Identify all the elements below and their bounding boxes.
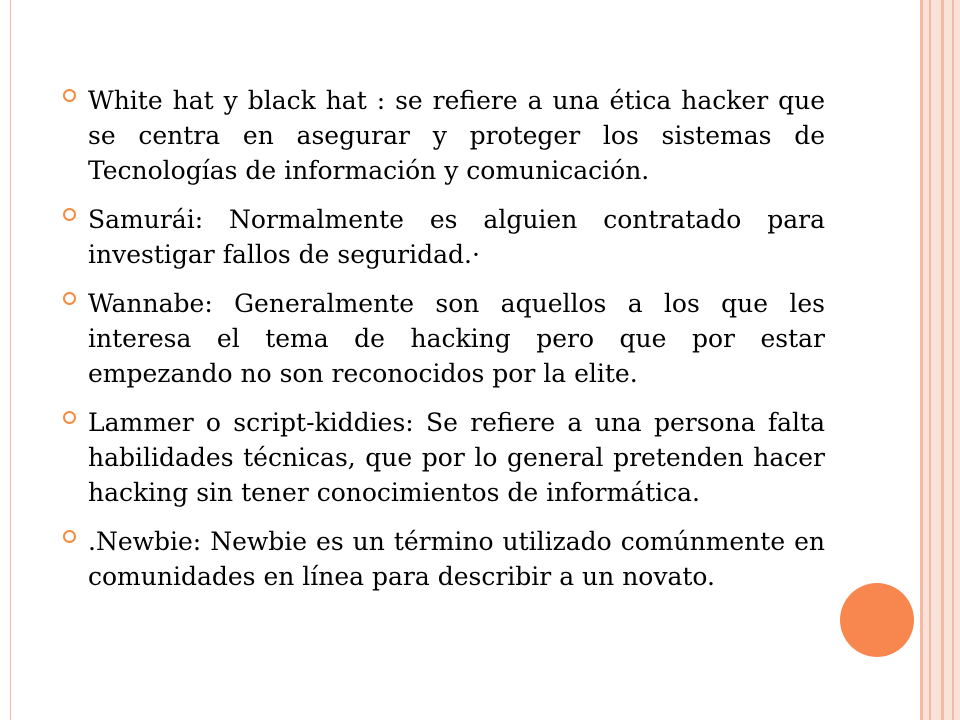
bullet-ring-icon [63,292,76,305]
bullet-ring-icon [63,411,76,424]
bullet-text: .Newbie: Newbie es un término utilizado comúnmente en comunidades en línea para describir a un novato. [88,527,825,591]
bullet-ring-icon [63,89,76,102]
bullet-ring-icon [63,208,76,221]
bullet-item-white-hat [63,83,825,188]
bullet-text: Lammer o script-kiddies: Se refiere a una persona falta habilidades técnicas, que por lo general pretenden hacer hacking sin tener conocimientos de informática. [88,408,825,507]
right-stripe-4 [952,0,954,720]
left-border-line [10,0,11,720]
right-stripe-2 [929,0,931,720]
right-decorative-band [920,0,960,720]
bullet-text: White hat y black hat : se refiere a una ética hacker que se centra en asegurar y proteger los sistemas de Tecnologías de información y comunicación. [88,86,825,185]
bullet-item-samurai [63,202,825,272]
bullet-list [63,83,825,608]
right-stripe-3 [941,0,944,720]
bullet-ring-icon [63,530,76,543]
bullet-text: Wannabe: Generalmente son aquellos a los que les interesa el tema de hacking pero que por estar empezando no son reconocidos por la elite. [88,289,825,388]
bullet-text: Samurái: Normalmente es alguien contratado para investigar fallos de seguridad.· [88,205,825,269]
bullet-item-wannabe [63,286,825,391]
bullet-item-newbie [63,524,825,594]
right-stripe-1 [920,0,923,720]
decorative-circle [840,583,914,657]
bullet-item-lammer [63,405,825,510]
